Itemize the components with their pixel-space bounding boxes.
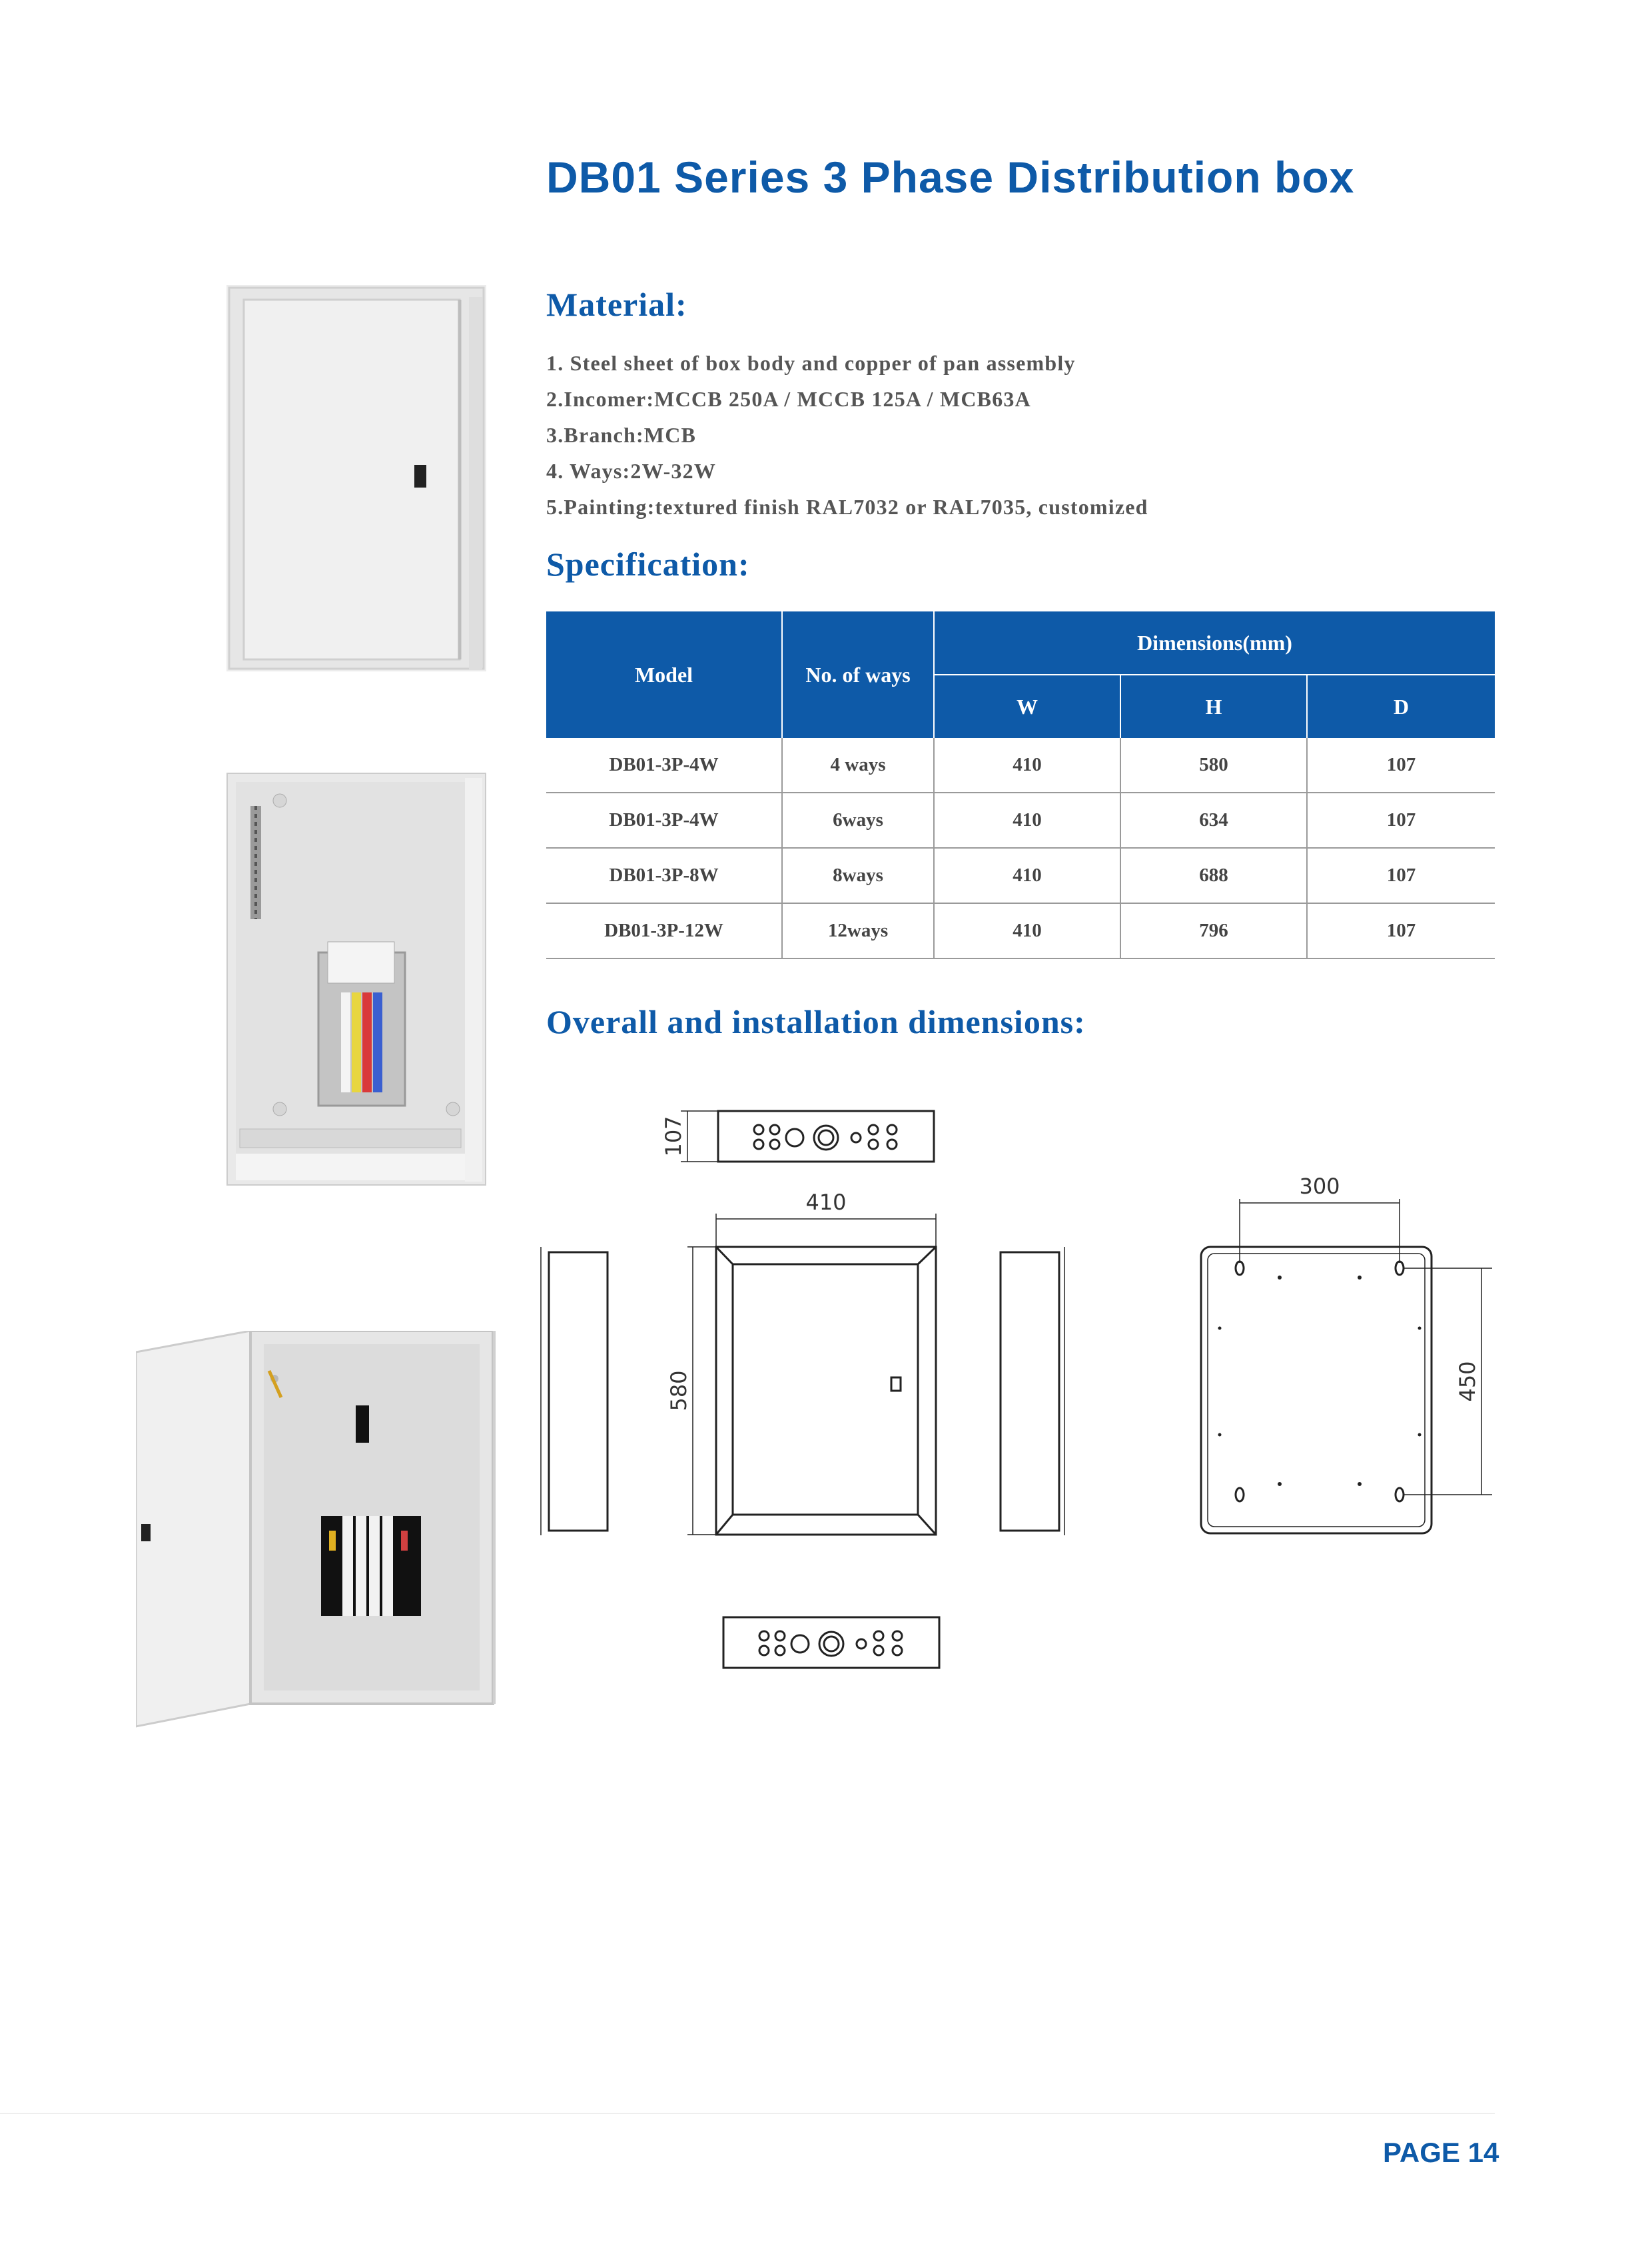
material-item: 1. Steel sheet of box body and copper of pan assembly: [546, 351, 1076, 375]
column-header-ways: No. of ways: [782, 611, 934, 738]
material-item: 5.Painting:textured finish RAL7032 or RAL7035, customized: [546, 495, 1148, 519]
closed-box-photo: [226, 285, 486, 671]
material-item: 4. Ways:2W-32W: [546, 459, 717, 483]
overall-dimensions-heading: Overall and installation dimensions:: [546, 1003, 1086, 1040]
mount-height-dimension-label: 450: [1455, 1361, 1480, 1402]
depth-dimension-label: 107: [661, 1116, 686, 1157]
cell-model: DB01-3P-4W: [546, 793, 782, 848]
cell-w: 410: [934, 903, 1120, 958]
material-item: 2.Incomer:MCCB 250A / MCCB 125A / MCB63A: [546, 387, 1031, 411]
page-number: PAGE 14: [1383, 2137, 1499, 2168]
specification-heading: Specification:: [546, 546, 750, 583]
page-title: DB01 Series 3 Phase Distribution box: [546, 153, 1355, 202]
cell-ways: 4 ways: [782, 738, 934, 793]
material-list: [546, 345, 1148, 525]
mount-width-dimension-label: 300: [1299, 1174, 1340, 1199]
cell-h: 796: [1120, 903, 1307, 958]
material-heading: Material:: [546, 286, 687, 323]
cell-ways: 6ways: [782, 793, 934, 848]
material-item: 3.Branch:MCB: [546, 423, 697, 447]
cell-d: 107: [1307, 848, 1495, 903]
cell-d: 107: [1307, 738, 1495, 793]
column-header-h: H: [1120, 675, 1307, 738]
cell-model: DB01-3P-12W: [546, 903, 782, 958]
cell-model: DB01-3P-8W: [546, 848, 782, 903]
column-header-model: Model: [546, 611, 782, 738]
cell-d: 107: [1307, 903, 1495, 958]
column-header-d: D: [1307, 675, 1495, 738]
specification-table: [546, 611, 1495, 959]
cell-d: 107: [1307, 793, 1495, 848]
table-row: [546, 738, 1495, 793]
cell-ways: 8ways: [782, 848, 934, 903]
footer-divider: [0, 2113, 1495, 2114]
dimension-drawings: [533, 1092, 1492, 1692]
cell-model: DB01-3P-4W: [546, 738, 782, 793]
cell-h: 688: [1120, 848, 1307, 903]
cell-w: 410: [934, 738, 1120, 793]
table-row: [546, 793, 1495, 848]
column-header-w: W: [934, 675, 1120, 738]
table-row: [546, 903, 1495, 958]
open-box-interior-photo: [226, 773, 486, 1186]
height-dimension-label: 580: [666, 1370, 691, 1411]
cell-w: 410: [934, 793, 1120, 848]
column-header-dimensions: Dimensions(mm): [934, 611, 1495, 675]
cell-ways: 12ways: [782, 903, 934, 958]
cell-w: 410: [934, 848, 1120, 903]
width-dimension-label: 410: [805, 1190, 847, 1215]
table-row: [546, 848, 1495, 903]
cell-h: 634: [1120, 793, 1307, 848]
door-open-photo: [136, 1331, 496, 1730]
cell-h: 580: [1120, 738, 1307, 793]
